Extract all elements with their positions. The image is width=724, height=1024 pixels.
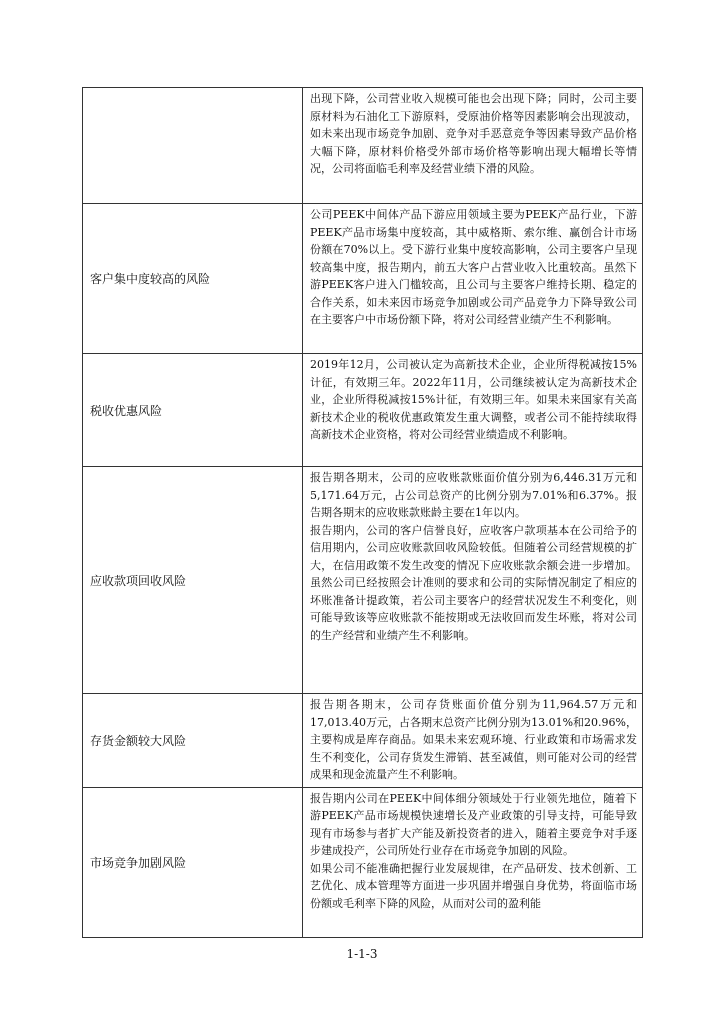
risk-description <box>303 787 643 937</box>
risk-name: 应收款项回收风险 <box>83 467 303 694</box>
risk-description <box>303 88 643 204</box>
paragraph: 报告期各期末，公司存货账面价值分别为11,964.57万元和17,013.40万元，占各期末总资产比例分别为13.01%和20.96%，主要构成是库存商品。如果未来宏观环境、行业政策和市场需求发生不利变化，公司存货发生滞销、甚至减值，则可能对公司的经营成果和现金流量产生不利影响。 <box>310 698 637 781</box>
table-row <box>83 787 643 937</box>
table-row <box>83 88 643 204</box>
risk-description <box>303 204 643 354</box>
page-number: 1-1-3 <box>346 947 378 961</box>
paragraph: 如果公司不能准确把握行业发展规律，在产品研发、技术创新、工艺优化、成本管理等方面进一步巩固并增强自身优势，将面临市场份额或毛利率下降的风险，从而对公司的盈利能 <box>310 861 637 910</box>
table-row <box>83 467 643 694</box>
paragraph: 2019年12月，公司被认定为高新技术企业，企业所得税减按15%计征，有效期三年。2022年11月，公司继续被认定为高新技术企业，企业所得税减按15%计征，有效期三年。如果未来国家有关高新技术企业的税收优惠政策发生重大调整，或者公司不能持续取得高新技术企业资格，将对公司经营业绩造成不利影响。 <box>310 358 637 441</box>
paragraph: 出现下降，公司营业收入规模可能也会出现下降；同时，公司主要原材料为石油化工下游原料，受原油价格等因素影响会出现波动，如未来出现市场竞争加剧、竞争对手恶意竞争等因素导致产品价格大幅下降，原材料价格受外部市场价格等影响出现大幅增长等情况，公司将面临毛利率及经营业绩下滑的风险。 <box>310 92 637 175</box>
table-row <box>83 694 643 788</box>
risk-description <box>303 354 643 467</box>
risk-name: 存货金额较大风险 <box>83 694 303 788</box>
risk-name: 客户集中度较高的风险 <box>83 204 303 354</box>
paragraph: 报告期内，公司的客户信誉良好，应收客户款项基本在公司给予的信用期内，公司应收账款回收风险较低。但随着公司经营规模的扩大，在信用政策不发生改变的情况下应收账款余额会进一步增加。虽然公司已经按照会计准则的要求和公司的实际情况制定了相应的坏账准备计提政策，若公司主要客户的经营状况发生不利变化，则可能导致该等应收账款不能按期或无法收回而发生坏账，将对公司的生产经营和业绩产生不利影响。 <box>310 523 637 642</box>
risk-name <box>83 88 303 204</box>
paragraph: 报告期内公司在PEEK中间体细分领域处于行业领先地位，随着下游PEEK产品市场规模快速增长及产业政策的引导支持，可能导致现有市场参与者扩大产能及新投资者的进入，随着主要竞争对手逐步建成投产，公司所处行业存在市场竞争加剧的风险。 <box>310 791 637 857</box>
risk-name: 市场竞争加剧风险 <box>83 787 303 937</box>
table-row <box>83 204 643 354</box>
table-row <box>83 354 643 467</box>
risk-name: 税收优惠风险 <box>83 354 303 467</box>
risk-table <box>82 87 643 938</box>
paragraph: 公司PEEK中间体产品下游应用领域主要为PEEK产品行业，下游PEEK产品市场集中度较高，其中威格斯、索尔维、赢创合计市场份额在70%以上。受下游行业集中度较高影响，公司主要客户呈现较高集中度，报告期内，前五大客户占营业收入比重较高。虽然下游PEEK客户进入门槛较高，且公司与主要客户维持长期、稳定的合作关系，如未来因市场竞争加剧或公司产品竞争力下降导致公司在主要客户中市场份额下降，将对公司经营业绩产生不利影响。 <box>310 208 637 326</box>
risk-description <box>303 694 643 788</box>
paragraph: 报告期各期末，公司的应收账款账面价值分别为6,446.31万元和5,171.64万元，占公司总资产的比例分别为7.01%和6.37%。报告期各期末的应收账款账龄主要在1年以内。 <box>310 471 637 519</box>
risk-description <box>303 467 643 694</box>
